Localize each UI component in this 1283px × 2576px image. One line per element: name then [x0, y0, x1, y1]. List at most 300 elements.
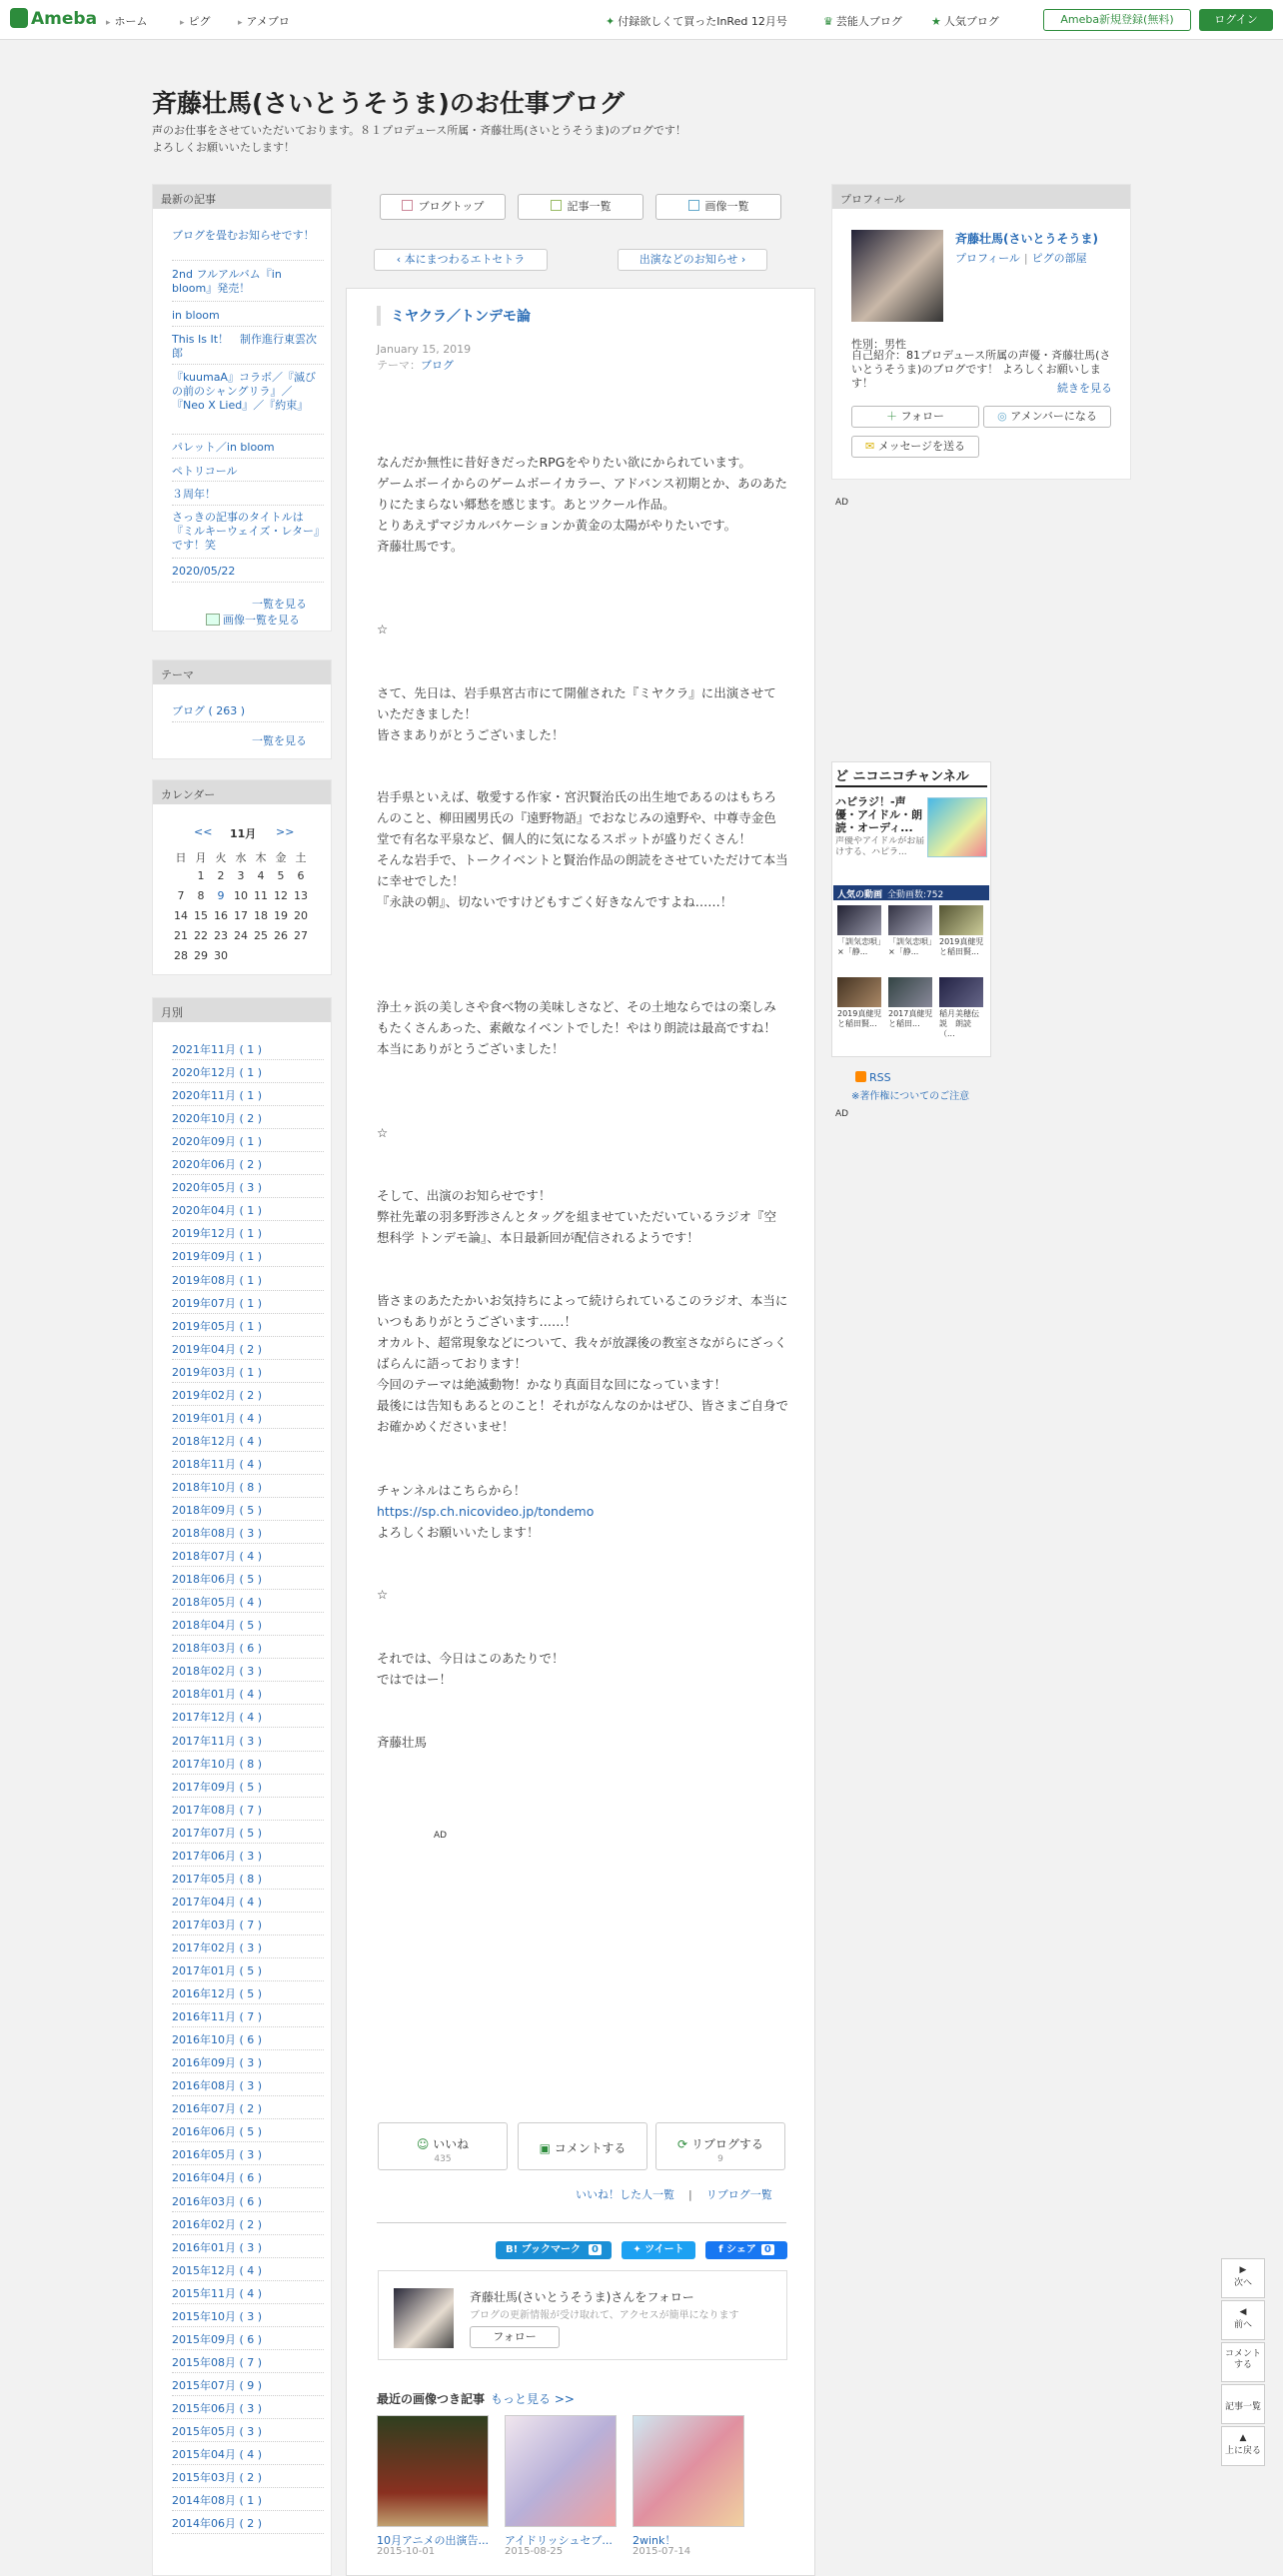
archive-month-link[interactable]: 2015年08月 ( 7 ) — [172, 2355, 263, 2369]
profile-gender: 性別：男性 — [851, 338, 906, 351]
recent-image-thumbnail[interactable] — [377, 2415, 489, 2527]
divider — [172, 2211, 324, 2212]
niconico-video-thumbnail[interactable] — [939, 977, 983, 1007]
recent-image-caption[interactable]: アイドリッシュセブ... — [505, 2534, 613, 2547]
divider — [172, 1082, 324, 1083]
calendar-month: 11月 — [230, 827, 257, 840]
divider — [172, 1243, 324, 1244]
divider — [172, 2280, 324, 2281]
archive-month-link[interactable]: 2016年02月 ( 2 ) — [172, 2217, 263, 2231]
article-paragraph: 浄土ヶ浜の美しさや食べ物の美味しさなど、その土地ならではの楽しみもたくさんあった、素敵なイベントでした！やはり朗読は最高ですね！ 本当にありがとうございました！ — [377, 999, 776, 1056]
divider — [172, 582, 324, 583]
recent-post-link[interactable]: 2nd フルアルバム『in bloom』発売！ — [172, 268, 282, 295]
comment-button[interactable]: ▣ コメントする — [518, 2122, 647, 2170]
recent-post-link[interactable]: ３周年！ — [172, 488, 216, 501]
pigg-room-link[interactable]: ピグの部屋 — [1031, 252, 1087, 265]
calendar-day: 13 — [294, 889, 308, 902]
divider — [172, 2234, 324, 2235]
niconico-video-title[interactable]: 稲月美穂伝説 朗読（... — [939, 1009, 979, 1038]
divider — [172, 1197, 324, 1198]
calendar-next[interactable]: >> — [276, 825, 295, 838]
calendar-day: 22 — [194, 929, 208, 942]
archive-month-link[interactable]: 2018年01月 ( 4 ) — [172, 1688, 263, 1702]
recent-images-link[interactable]: 画像一覧を見る — [206, 612, 300, 628]
divider — [172, 1059, 324, 1060]
niconico-video-thumbnail[interactable] — [888, 977, 932, 1007]
recent-images-heading: 最近の画像つき記事 もっと見る >> — [377, 2392, 575, 2406]
recent-post-link[interactable]: ペトリコール — [172, 465, 238, 478]
divider — [172, 1889, 324, 1890]
recent-image-date: 2015-08-25 — [505, 2546, 564, 2557]
archive-month-link[interactable]: 2015年11月 ( 4 ) — [172, 2286, 263, 2300]
header-link-popular[interactable]: ★ 人気ブログ — [931, 15, 999, 28]
chevron-right-icon: › — [737, 253, 746, 266]
recent-image-thumbnail[interactable] — [505, 2415, 617, 2527]
divider — [172, 1727, 324, 1728]
global-header — [0, 0, 1283, 40]
divider — [172, 1774, 324, 1775]
archive-month-link[interactable]: 2016年06月 ( 5 ) — [172, 2125, 263, 2139]
archive-month-link[interactable]: 2018年08月 ( 3 ) — [172, 1527, 263, 1541]
niconico-video-title[interactable]: 2017真健児と稲田... — [888, 1009, 933, 1028]
calendar-day: 28 — [174, 949, 188, 962]
archive-month-link[interactable]: 2017年09月 ( 5 ) — [172, 1780, 263, 1794]
prev-article-link[interactable]: ‹ 本にまつわるエトセトラ — [374, 249, 548, 271]
liked-people-link[interactable]: いいね！した人一覧 — [576, 2188, 674, 2201]
niconico-channel-name[interactable]: ハピラジ！-声優・アイドル・朗読・オーディ... — [835, 795, 923, 834]
theme-link[interactable]: ブログ ( 263 ) — [172, 704, 246, 717]
recent-image-thumbnail[interactable] — [633, 2415, 744, 2527]
calendar-day: 20 — [294, 909, 308, 922]
smile-icon: ☺ — [416, 2137, 434, 2151]
amember-button[interactable]: ◎ アメンバーになる — [983, 406, 1111, 428]
archive-month-link[interactable]: 2016年10月 ( 6 ) — [172, 2033, 263, 2047]
divider — [172, 721, 324, 722]
facebook-icon: f — [718, 2244, 727, 2255]
article-signature: 斉藤壮馬 — [377, 1735, 428, 1750]
nav-home[interactable]: ▸ ホーム — [106, 13, 148, 29]
article-paragraph: 岩手県といえば、敬愛する作家・宮沢賢治氏の出生地であるのはもちろんのこと、柳田國男氏の『遠野物語』でおなじみの遠野や、中尊寺金色堂で有名な平泉など、個人的に気になるスポットが盛りだくさん！ そんな岩手で、トークイベントと賢治作品の朗読をさせていただけて本当に幸せでした！ 『永訣の朝』、切ないですけどもすごく好きなんですよね……！ — [377, 789, 788, 909]
niconico-channel-thumbnail[interactable] — [927, 797, 987, 857]
archive-month-link[interactable]: 2018年11月 ( 4 ) — [172, 1457, 263, 1471]
header-link-celebrity[interactable]: ♛ 芸能人ブログ — [823, 15, 902, 28]
archive-month-link[interactable]: 2018年09月 ( 5 ) — [172, 1504, 263, 1517]
recent-more-link[interactable]: 一覧を見る — [252, 598, 307, 611]
archive-month-link[interactable]: 2018年06月 ( 5 ) — [172, 1573, 263, 1587]
divider — [172, 2395, 324, 2396]
calendar-day: 16 — [214, 909, 228, 922]
archive-month-link[interactable]: 2019年09月 ( 1 ) — [172, 1250, 263, 1264]
archive-month-link[interactable]: 2018年10月 ( 8 ) — [172, 1480, 263, 1494]
rss-link[interactable]: RSS — [855, 1071, 891, 1084]
header-link-inred[interactable]: ✦ 付録欲しくて買ったInRed 12月号 — [606, 15, 787, 28]
archive-month-link[interactable]: 2020年09月 ( 1 ) — [172, 1135, 263, 1149]
rss-icon — [855, 1071, 866, 1082]
article-theme: テーマ：ブログ — [377, 359, 454, 372]
copyright-notice-link[interactable]: ※著作権についてのご注意 — [851, 1091, 970, 1102]
divider — [172, 1543, 324, 1544]
niconico-video-title[interactable]: 2019真健児と稲田賢... — [939, 937, 984, 956]
recent-images-more-link[interactable]: もっと見る >> — [491, 2392, 575, 2406]
send-message-button[interactable]: ✉ メッセージを送る — [851, 436, 979, 458]
archive-month-link[interactable]: 2019年04月 ( 2 ) — [172, 1342, 263, 1356]
archive-month-link[interactable]: 2018年03月 ( 6 ) — [172, 1642, 263, 1656]
crown-icon: ♛ — [823, 15, 833, 28]
chevron-left-icon: ‹ — [396, 253, 405, 266]
archive-month-link[interactable]: 2020年04月 ( 1 ) — [172, 1204, 263, 1218]
divider — [172, 1957, 324, 1958]
article-title[interactable]: ミヤクラ／トンデモ論 — [377, 306, 531, 326]
facebook-share-button[interactable]: f シェア 0 — [705, 2241, 787, 2259]
divider — [172, 434, 324, 435]
float-comment-button[interactable]: コメントする — [1221, 2342, 1265, 2382]
archive-heading: 月別 — [153, 998, 331, 1022]
divider — [172, 1820, 324, 1821]
archive-month-link[interactable]: 2019年03月 ( 1 ) — [172, 1365, 263, 1379]
divider — [172, 326, 324, 327]
divider — [172, 458, 324, 459]
archive-month-link[interactable]: 2016年07月 ( 2 ) — [172, 2102, 263, 2116]
up-arrow-icon: ▲ — [1239, 2433, 1247, 2443]
article-separator-star: ☆ — [377, 622, 389, 637]
archive-month-link[interactable]: 2014年06月 ( 2 ) — [172, 2517, 263, 2531]
article-paragraph: そして、出演のお知らせです！ 弊社先輩の羽多野渉さんとタッグを組ませていただいているラジオ『空想科学 トンデモ論』、本日最新回が配信されるようです！ — [377, 1188, 777, 1245]
recent-image-caption[interactable]: 10月アニメの出演告... — [377, 2534, 489, 2547]
mail-icon: ✉ — [864, 440, 878, 453]
amember-icon: ◎ — [997, 410, 1011, 423]
recent-post-link[interactable]: さっきの記事のタイトルは『ミルキーウェイズ・レター』です！笑 — [172, 511, 320, 552]
archive-month-link[interactable]: 2019年05月 ( 1 ) — [172, 1319, 263, 1333]
archive-month-link[interactable]: 2020年10月 ( 2 ) — [172, 1112, 263, 1126]
divider — [172, 1128, 324, 1129]
calendar-weekday: 火 — [215, 851, 227, 864]
profile-heading: プロフィール — [832, 185, 1130, 209]
article-theme-link[interactable]: ブログ — [421, 359, 454, 372]
channel-url-link[interactable]: https://sp.ch.nicovideo.jp/tondemo — [377, 1504, 595, 1519]
blog-description: 声のお仕事をさせていただいております。８１プロデュース所属・斉藤壮馬(さいとうそうま)のブログです！ — [152, 124, 686, 137]
calendar-day: 7 — [177, 889, 185, 902]
plus-icon: ＋ — [886, 410, 901, 423]
divider — [172, 1174, 324, 1175]
ad-label: AD — [835, 498, 849, 508]
archive-month-link[interactable]: 2016年12月 ( 5 ) — [172, 1987, 263, 2001]
float-top-button[interactable]: ▲ 上に戻る — [1221, 2426, 1265, 2466]
niconico-popular-bar: 人気の動画 全動画数:752 — [833, 885, 989, 900]
list-icon — [551, 200, 562, 211]
divider — [172, 2095, 324, 2096]
archive-month-link[interactable]: 2018年12月 ( 4 ) — [172, 1434, 263, 1448]
archive-month-link[interactable]: 2017年10月 ( 8 ) — [172, 1757, 263, 1771]
divider — [172, 1612, 324, 1613]
follow-button[interactable]: フォロー — [470, 2326, 560, 2348]
calendar-weekday: 月 — [195, 851, 207, 864]
calendar-weekday: 土 — [295, 851, 307, 864]
author-avatar[interactable] — [394, 2288, 454, 2348]
divider — [172, 1681, 324, 1682]
recent-post-link[interactable]: 2020/05/22 — [172, 565, 236, 578]
article-separator-star: ☆ — [377, 1125, 389, 1140]
divider — [172, 1313, 324, 1314]
home-icon — [402, 200, 413, 211]
archive-month-link[interactable]: 2020年06月 ( 2 ) — [172, 1158, 263, 1172]
divider — [172, 1566, 324, 1567]
calendar-day: 17 — [234, 909, 248, 922]
recent-post-link[interactable]: パレット／in bloom — [172, 441, 275, 454]
archive-month-link[interactable]: 2015年07月 ( 9 ) — [172, 2378, 263, 2392]
archive-month-link[interactable]: 2017年04月 ( 4 ) — [172, 1895, 263, 1909]
divider — [172, 1451, 324, 1452]
archive-month-link[interactable]: 2014年08月 ( 1 ) — [172, 2494, 263, 2508]
tweet-button[interactable]: ✦ ツイート — [622, 2241, 695, 2259]
blog-description-2: よろしくお願いいたします！ — [152, 141, 295, 154]
recent-post-link[interactable]: 『kuumaA』コラボ／『滅びの前のシャングリラ』／『Neo X Lied』／『約束』 — [172, 371, 316, 412]
reblog-list-link[interactable]: リブログ一覧 — [705, 2188, 772, 2201]
divider — [172, 2026, 324, 2027]
archive-month-link[interactable]: 2016年11月 ( 7 ) — [172, 2010, 263, 2024]
archive-month-link[interactable]: 2017年11月 ( 3 ) — [172, 1734, 263, 1748]
divider — [172, 2049, 324, 2050]
archive-month-link[interactable]: 2015年06月 ( 3 ) — [172, 2401, 263, 2415]
divider — [172, 2326, 324, 2327]
archive-month-link[interactable]: 2019年12月 ( 1 ) — [172, 1227, 263, 1241]
recent-image-date: 2015-07-14 — [633, 2546, 691, 2557]
divider — [172, 1980, 324, 1981]
divider — [172, 2510, 324, 2511]
archive-month-link[interactable]: 2016年04月 ( 6 ) — [172, 2171, 263, 2185]
float-list-button[interactable]: 記事一覧 — [1221, 2384, 1265, 2424]
hatena-bookmark-button[interactable]: B! ブックマーク 0 — [496, 2241, 612, 2259]
profile-links: プロフィール | ピグの部屋 — [955, 252, 1087, 265]
play-icon: ▶ — [1239, 2265, 1247, 2275]
divider — [172, 2349, 324, 2350]
twitter-icon: ✦ — [633, 2244, 645, 2255]
archive-month-link[interactable]: 2020年12月 ( 1 ) — [172, 1066, 263, 1080]
calendar-day: 19 — [274, 909, 288, 922]
archive-month-link[interactable]: 2016年08月 ( 3 ) — [172, 2079, 263, 2093]
divider — [172, 2187, 324, 2188]
niconico-video-thumbnail[interactable] — [939, 905, 983, 935]
divider — [172, 1866, 324, 1867]
niconico-video-thumbnail[interactable] — [888, 905, 932, 935]
archive-month-link[interactable]: 2016年03月 ( 6 ) — [172, 2194, 263, 2208]
profile-follow-button[interactable]: ＋ フォロー — [851, 406, 979, 428]
article-list-button[interactable]: 記事一覧 — [518, 194, 643, 220]
niconico-logo-icon: ど — [835, 769, 853, 784]
divider — [172, 1704, 324, 1705]
calendar-day: 26 — [274, 929, 288, 942]
like-reblog-links: いいね！した人一覧 | リブログ一覧 — [576, 2188, 772, 2201]
recent-post-link[interactable]: ブログを畳むお知らせです！ — [172, 229, 315, 242]
star-icon: ★ — [931, 15, 941, 28]
float-prev-button[interactable]: ◀ 前へ — [1221, 2300, 1265, 2340]
divider — [172, 260, 324, 261]
reblog-button[interactable]: ⟳ リブログする 9 — [655, 2122, 785, 2170]
comment-icon: ▣ — [539, 2141, 555, 2155]
divider — [172, 2487, 324, 2488]
reblog-icon: ⟳ — [677, 2137, 691, 2151]
recent-post-link[interactable]: This Is It！ 制作進行東雲次郎 — [172, 333, 318, 360]
article-paragraph: なんだか無性に昔好きだったRPGをやりたい欲にかられています。 ゲームボーイからのゲームボーイカラー、アドバンス初期とか、あのあたりにたまらない郷愁を感じます。あとツクール作品。 とりあえずマジカルバケーションか黄金の太陽がやりたいです。 斉藤壮馬です。 — [377, 455, 788, 554]
archive-month-link[interactable]: 2017年08月 ( 7 ) — [172, 1803, 263, 1817]
profile-intro: 自己紹介：81プロデュース所属の声優・斉藤壮馬(さいとうそうま)のブログです！ よろしくお願いします！ — [851, 349, 1111, 390]
article-paragraph: チャンネルはこちらから！ — [377, 1483, 527, 1498]
blog-top-button[interactable]: ブログトップ — [380, 194, 506, 220]
divider — [172, 481, 324, 482]
archive-month-link[interactable]: 2020年05月 ( 3 ) — [172, 1181, 263, 1195]
niconico-video-thumbnail[interactable] — [837, 905, 881, 935]
archive-month-link[interactable]: 2019年07月 ( 1 ) — [172, 1296, 263, 1310]
next-article-link[interactable]: 出演などのお知らせ › — [618, 249, 767, 271]
reblog-count: 9 — [717, 2154, 723, 2164]
calendar-day: 2 — [217, 869, 225, 882]
profile-avatar[interactable] — [851, 230, 943, 322]
archive-month-link[interactable]: 2021年11月 ( 1 ) — [172, 1043, 263, 1056]
calendar-weekday: 木 — [255, 851, 267, 864]
ameba-logo[interactable] — [10, 8, 97, 29]
recent-post-link[interactable]: in bloom — [172, 309, 220, 322]
divider — [172, 2303, 324, 2304]
calendar-day: 24 — [234, 929, 248, 942]
divider — [172, 2464, 324, 2465]
archive-month-link[interactable]: 2019年02月 ( 2 ) — [172, 1388, 263, 1402]
recent-image-date: 2015-10-01 — [377, 2546, 436, 2557]
divider — [172, 1751, 324, 1752]
ameba-mark-icon — [10, 8, 28, 28]
divider — [172, 1428, 324, 1429]
recent-image-caption[interactable]: 2wink！ — [633, 2534, 676, 2547]
divider — [172, 2372, 324, 2373]
calendar-day: 30 — [214, 949, 228, 962]
profile-more-link[interactable]: 続きを見る — [1057, 382, 1112, 395]
divider — [172, 2072, 324, 2073]
article-paragraph: よろしくお願いいたします！ — [377, 1525, 540, 1540]
calendar-weekday: 日 — [175, 851, 187, 864]
calendar-prev[interactable]: << — [194, 825, 213, 838]
theme-more-link[interactable]: 一覧を見る — [252, 734, 307, 747]
profile-name[interactable]: 斉藤壮馬(さいとうそうま) — [955, 232, 1098, 246]
back-icon: ◀ — [1239, 2307, 1247, 2317]
divider — [172, 1359, 324, 1360]
divider — [172, 1336, 324, 1337]
archive-month-link[interactable]: 2015年12月 ( 4 ) — [172, 2263, 263, 2277]
float-next-button[interactable]: ▶ 次へ — [1221, 2258, 1265, 2298]
niconico-video-title[interactable]: 「訓気恋唄」×「静... — [837, 937, 881, 956]
calendar-day: 18 — [254, 909, 268, 922]
calendar-day: 12 — [274, 889, 288, 902]
calendar-day: 14 — [174, 909, 188, 922]
divider — [172, 1105, 324, 1106]
calendar-day: 27 — [294, 929, 308, 942]
divider — [172, 2441, 324, 2442]
calendar-day: 4 — [257, 869, 265, 882]
divider — [172, 1797, 324, 1798]
nav-ameblo[interactable]: ▸ アメブロ — [238, 13, 290, 29]
calendar-day: 15 — [194, 909, 208, 922]
divider — [172, 2118, 324, 2119]
calendar-day: 29 — [194, 949, 208, 962]
blog-title[interactable]: 斉藤壮馬(さいとうそうま)のお仕事ブログ — [152, 89, 625, 118]
calendar-heading: カレンダー — [153, 780, 331, 804]
archive-month-link[interactable]: 2015年03月 ( 2 ) — [172, 2471, 263, 2485]
archive-month-link[interactable]: 2020年11月 ( 1 ) — [172, 1089, 263, 1103]
niconico-video-title[interactable]: 「訓気恋唄」×「静... — [888, 937, 932, 956]
divider — [172, 1934, 324, 1935]
divider — [172, 1151, 324, 1152]
archive-month-link[interactable]: 2017年02月 ( 3 ) — [172, 1940, 263, 1954]
divider — [172, 1589, 324, 1590]
archive-month-link[interactable]: 2017年05月 ( 8 ) — [172, 1872, 263, 1886]
calendar-day[interactable]: 9 — [217, 889, 225, 902]
divider — [172, 1658, 324, 1659]
article-paragraph: さて、先日は、岩手県宮古市にて開催された『ミヤクラ』に出演させていただきました！ 皆さまありがとうございました！ — [377, 685, 776, 742]
archive-month-link[interactable]: 2016年09月 ( 3 ) — [172, 2056, 263, 2070]
like-count: 435 — [434, 2154, 452, 2164]
like-button[interactable]: ☺ いいね 435 — [378, 2122, 508, 2170]
archive-month-link[interactable]: 2015年09月 ( 6 ) — [172, 2332, 263, 2346]
sparkle-icon: ✦ — [606, 15, 616, 28]
recent-posts-heading: 最新の記事 — [153, 185, 331, 209]
nav-pigg[interactable]: ▸ ピグ — [180, 13, 211, 29]
ad-label: AD — [835, 1109, 849, 1119]
divider — [172, 1497, 324, 1498]
archive-month-link[interactable]: 2019年08月 ( 1 ) — [172, 1273, 263, 1287]
archive-month-link[interactable]: 2018年04月 ( 5 ) — [172, 1619, 263, 1633]
calendar-day: 25 — [254, 929, 268, 942]
article-paragraph: 皆さまのあたたかいお気持ちによって続けられているこのラジオ、本当にいつもありがとうございます……！ オカルト、超常現象などについて、我々が放課後の教室さながらにざっくばらんに語っております！ 今回のテーマは絶滅動物！かなり真面目な回になっています！ 最後には告知もあるとのこと！それがなんなのかはぜひ、皆さまご自身でお確かめくださいませ！ — [377, 1293, 789, 1434]
archive-month-link[interactable]: 2018年05月 ( 4 ) — [172, 1596, 263, 1610]
camera-icon — [688, 200, 699, 211]
follow-box-title: 斉藤壮馬(さいとうそうま)さんをフォロー — [470, 2290, 694, 2304]
ad-label: AD — [434, 1831, 448, 1841]
divider — [172, 505, 324, 506]
theme-heading: テーマ — [153, 660, 331, 684]
archive-month-link[interactable]: 2018年02月 ( 3 ) — [172, 1665, 263, 1679]
calendar-day: 21 — [174, 929, 188, 942]
logo-text: Ameba — [31, 9, 98, 29]
archive-month-link[interactable]: 2017年03月 ( 7 ) — [172, 1918, 263, 1932]
article-date: January 15, 2019 — [377, 343, 472, 356]
archive-month-link[interactable]: 2017年07月 ( 5 ) — [172, 1826, 263, 1840]
archive-month-link[interactable]: 2018年07月 ( 4 ) — [172, 1550, 263, 1564]
article-separator-star: ☆ — [377, 1587, 389, 1602]
niconico-channel-desc: 声優やアイドルがお届けする、ハピラ... — [835, 836, 925, 857]
calendar-day: 1 — [197, 869, 205, 882]
profile-link[interactable]: プロフィール — [955, 252, 1020, 265]
archive-month-link[interactable]: 2017年12月 ( 4 ) — [172, 1711, 263, 1725]
archive-month-link[interactable]: 2017年01月 ( 5 ) — [172, 1964, 263, 1977]
archive-month-link[interactable]: 2016年05月 ( 3 ) — [172, 2148, 263, 2162]
calendar-day: 23 — [214, 929, 228, 942]
archive-month-link[interactable]: 2015年10月 ( 3 ) — [172, 2309, 263, 2323]
archive-month-link[interactable]: 2015年05月 ( 3 ) — [172, 2425, 263, 2438]
archive-month-link[interactable]: 2017年06月 ( 3 ) — [172, 1849, 263, 1863]
archive-month-link[interactable]: 2015年04月 ( 4 ) — [172, 2448, 263, 2462]
niconico-video-title[interactable]: 2019真健児と稲田賢... — [837, 1009, 882, 1028]
archive-month-link[interactable]: 2016年01月 ( 3 ) — [172, 2240, 263, 2254]
calendar-day: 3 — [237, 869, 245, 882]
follow-box-description: ブログの更新情報が受け取れて、アクセスが簡単になります — [470, 2310, 739, 2321]
calendar-day: 10 — [234, 889, 248, 902]
image-list-button[interactable]: 画像一覧 — [655, 194, 781, 220]
divider — [377, 2222, 786, 2223]
niconico-video-thumbnail[interactable] — [837, 977, 881, 1007]
login-button[interactable]: ログイン — [1199, 9, 1273, 31]
divider — [172, 364, 324, 365]
divider — [172, 1635, 324, 1636]
niconico-title[interactable]: ど ニコニコチャンネル — [835, 765, 987, 787]
archive-month-link[interactable]: 2019年01月 ( 4 ) — [172, 1411, 263, 1425]
register-button[interactable]: Ameba新規登録(無料) — [1043, 9, 1191, 31]
